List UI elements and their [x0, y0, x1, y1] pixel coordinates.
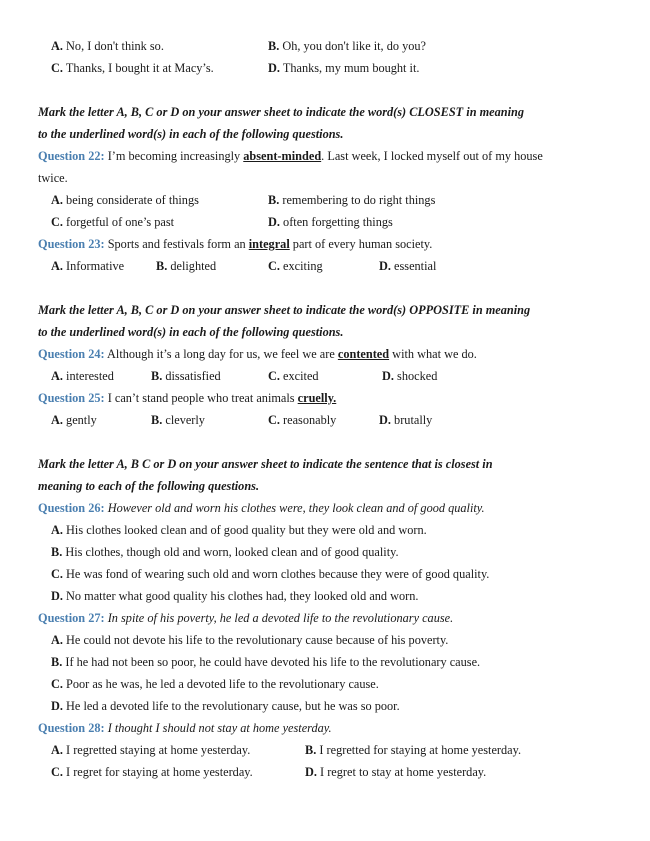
question-25: Question 25: I can’t stand people who treat animals cruelly.	[38, 391, 337, 405]
question-23: Question 23: Sports and festivals form an integral part of every human society.	[38, 237, 433, 251]
option-d: D. brutally	[379, 413, 433, 427]
option-c: C. He was fond of wearing such old and worn clothes because they were of good quality.	[51, 567, 490, 581]
option-a: A. gently	[51, 413, 97, 427]
option-d: D. often forgetting things	[268, 215, 393, 229]
option-c: C. I regret for staying at home yesterday.	[51, 765, 253, 779]
option-a: A. I regretted staying at home yesterday.	[51, 743, 251, 757]
option-c: C. reasonably	[268, 413, 337, 427]
underlined-word: integral	[248, 237, 290, 251]
option-b: B. cleverly	[151, 413, 205, 427]
option-b: B. remembering to do right things	[268, 193, 436, 207]
option-a: A. His clothes looked clean and of good quality but they were old and worn.	[51, 523, 427, 537]
option-a: A. He could not devote his life to the revolutionary cause because of his poverty.	[51, 633, 449, 647]
underlined-word: cruelly.	[297, 391, 337, 405]
option-d: D. No matter what good quality his clothes had, they looked old and worn.	[51, 589, 419, 603]
question-26: Question 26: However old and worn his clothes were, they look clean and of good quality.	[38, 501, 485, 515]
question-22: Question 22: I’m becoming increasingly absent-minded. Last week, I locked myself out of my house	[38, 149, 543, 163]
section-instruction: Mark the letter A, B C or D on your answer sheet to indicate the sentence that is closest in	[38, 457, 493, 471]
option-b: B. His clothes, though old and worn, looked clean and of good quality.	[51, 545, 399, 559]
option-c: C. Poor as he was, he led a devoted life to the revolutionary cause.	[51, 677, 379, 691]
option-b: B. dissatisfied	[151, 369, 221, 383]
option-d: D. shocked	[382, 369, 438, 383]
question-24: Question 24: Although it’s a long day for us, we feel we are contented with what we do.	[38, 347, 477, 361]
option-a: A. No, I don't think so.	[51, 39, 164, 53]
section-instruction: meaning to each of the following questions.	[38, 479, 260, 493]
section-instruction: Mark the letter A, B, C or D on your answer sheet to indicate the word(s) OPPOSITE in meaning	[38, 303, 531, 317]
question-28: Question 28: I thought I should not stay at home yesterday.	[38, 721, 332, 735]
option-b: B. I regretted for staying at home yesterday.	[305, 743, 522, 757]
section-instruction: to the underlined word(s) in each of the following questions.	[38, 325, 344, 339]
question-27: Question 27: In spite of his poverty, he led a devoted life to the revolutionary cause.	[38, 611, 454, 625]
option-c: C. forgetful of one’s past	[51, 215, 175, 229]
section-instruction: to the underlined word(s) in each of the following questions.	[38, 127, 344, 141]
option-a: A. being considerate of things	[51, 193, 199, 207]
section-instruction: Mark the letter A, B, C or D on your answer sheet to indicate the word(s) CLOSEST in meaning	[38, 105, 525, 119]
option-a: A. interested	[51, 369, 114, 383]
option-b: B. If he had not been so poor, he could have devoted his life to the revolutionary cause.	[51, 655, 481, 669]
option-d: D. He led a devoted life to the revolutionary cause, but he was so poor.	[51, 699, 400, 713]
option-a: A. Informative	[51, 259, 125, 273]
question-22-continued: twice.	[38, 171, 68, 185]
option-b: B. delighted	[156, 259, 217, 273]
underlined-word: contented	[337, 347, 390, 361]
option-c: C. exciting	[268, 259, 323, 273]
option-d: D. Thanks, my mum bought it.	[268, 61, 420, 75]
option-c: C. excited	[268, 369, 319, 383]
option-d: D. essential	[379, 259, 437, 273]
option-c: C. Thanks, I bought it at Macy’s.	[51, 61, 214, 75]
underlined-word: absent-minded	[243, 149, 322, 163]
option-b: B. Oh, you don't like it, do you?	[268, 39, 426, 53]
option-d: D. I regret to stay at home yesterday.	[305, 765, 487, 779]
